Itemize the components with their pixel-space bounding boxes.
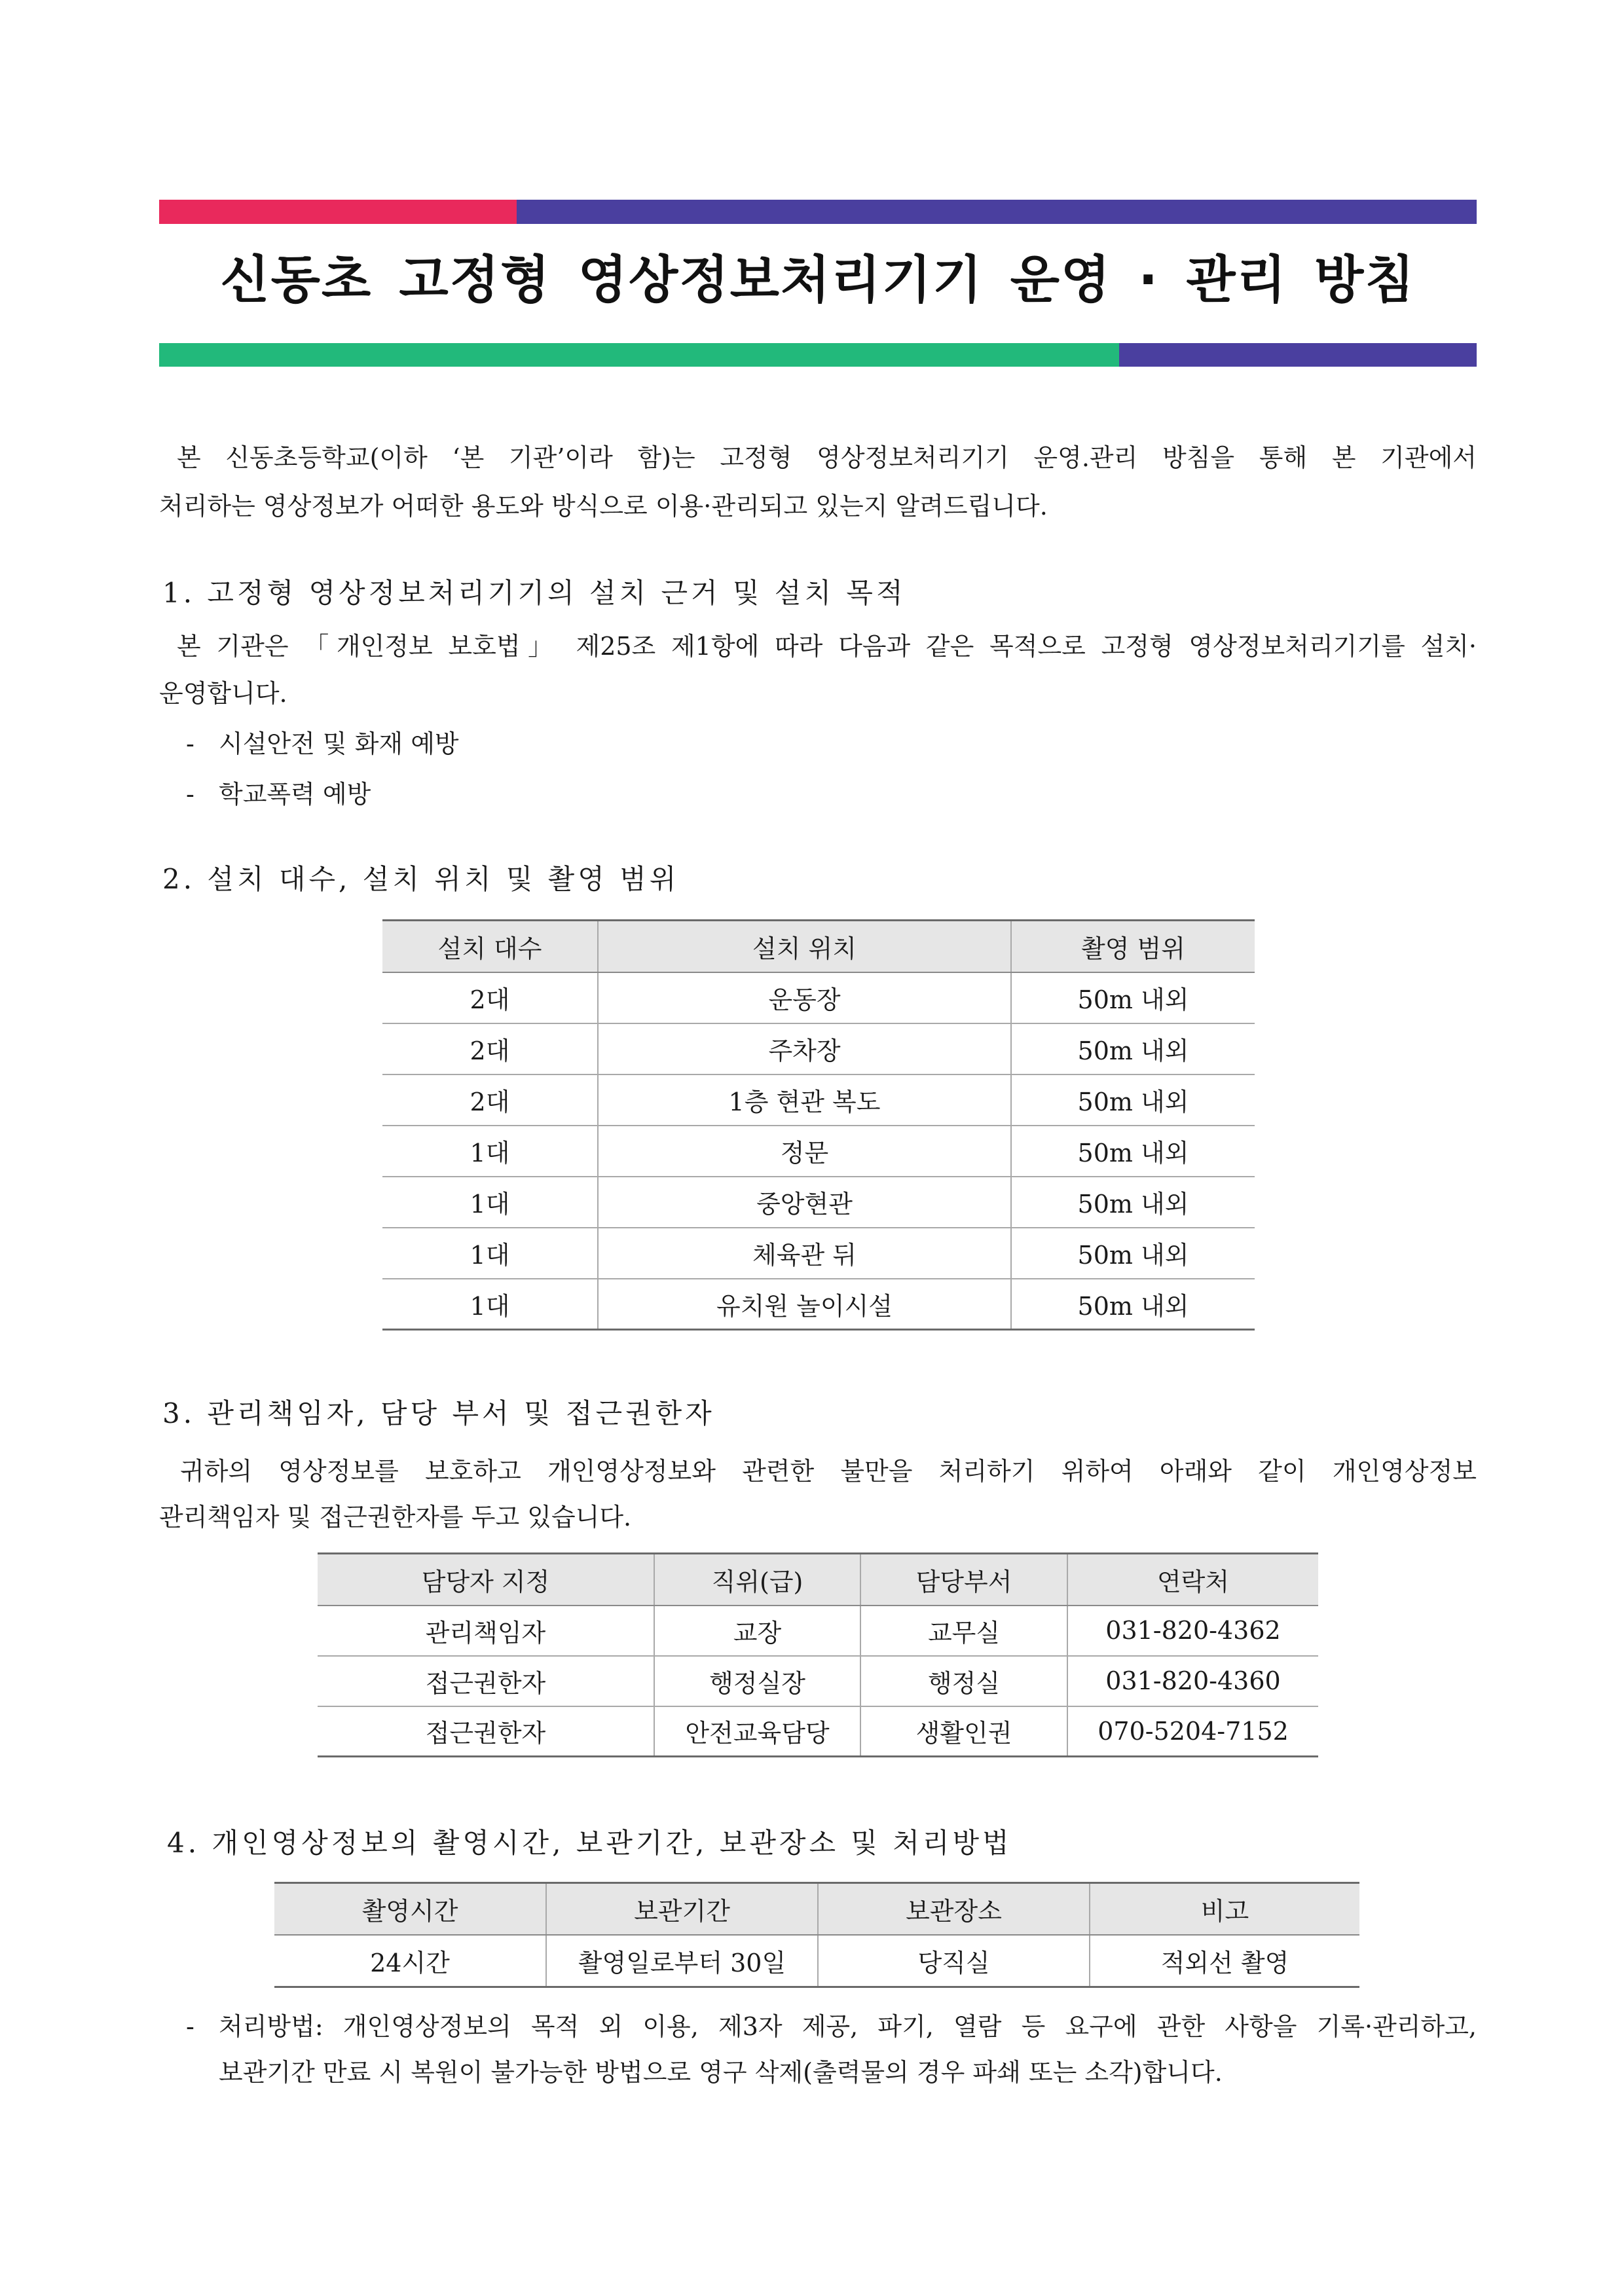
header-department: 담당부서 bbox=[860, 1554, 1067, 1606]
bullet-marker: - bbox=[186, 780, 194, 809]
table-row bbox=[274, 1935, 1359, 1987]
camera-count-cell: 1대 bbox=[382, 1279, 598, 1330]
table-row bbox=[382, 1023, 1255, 1074]
role-cell: 접근권한자 bbox=[318, 1656, 654, 1706]
location-cell: 1층 현관 복도 bbox=[598, 1074, 1011, 1126]
title-bottom-bar-green bbox=[159, 343, 1119, 367]
storage-location-cell: 당직실 bbox=[818, 1935, 1090, 1987]
department-cell: 행정실 bbox=[860, 1656, 1067, 1706]
camera-count-cell: 1대 bbox=[382, 1228, 598, 1279]
recording-time-cell: 24시간 bbox=[274, 1935, 546, 1987]
header-location: 설치 위치 bbox=[598, 921, 1011, 972]
location-cell: 중앙현관 bbox=[598, 1177, 1011, 1228]
camera-count-cell: 2대 bbox=[382, 972, 598, 1023]
page-title: 신동초 고정형 영상정보처리기기 운영 · 관리 방침 bbox=[220, 251, 1416, 310]
camera-count-cell: 1대 bbox=[382, 1177, 598, 1228]
header-storage-location: 보관장소 bbox=[818, 1883, 1090, 1935]
camera-count-cell: 2대 bbox=[382, 1074, 598, 1126]
position-cell: 행정실장 bbox=[654, 1656, 860, 1706]
table-row bbox=[382, 1126, 1255, 1177]
table-header-row bbox=[318, 1554, 1318, 1606]
camera-count-cell: 2대 bbox=[382, 1023, 598, 1074]
range-cell: 50m 내외 bbox=[1011, 1177, 1255, 1228]
section-heading: 2. 설치 대수, 설치 위치 및 촬영 범위 bbox=[162, 863, 680, 895]
table-row bbox=[318, 1656, 1318, 1706]
bullet-text: 학교폭력 예방 bbox=[219, 780, 371, 809]
table-row bbox=[382, 1228, 1255, 1279]
table-row bbox=[382, 1074, 1255, 1126]
installation-table bbox=[382, 919, 1255, 1331]
title-top-bar-red bbox=[159, 200, 517, 224]
intro-line: 본 신동초등학교(이하 ‘본 기관’이라 함)는 고정형 영상정보처리기기 운영.관리 방침을 통해 본 기관에서 bbox=[177, 443, 1477, 472]
location-cell: 운동장 bbox=[598, 972, 1011, 1023]
header-position: 직위(급) bbox=[654, 1554, 860, 1606]
header-recording-time: 촬영시간 bbox=[274, 1883, 546, 1935]
header-retention-period: 보관기간 bbox=[546, 1883, 818, 1935]
bullet-marker: - bbox=[186, 729, 194, 758]
header-remarks: 비고 bbox=[1090, 1883, 1359, 1935]
location-cell: 정문 bbox=[598, 1126, 1011, 1177]
note-line: 처리방법: 개인영상정보의 목적 외 이용, 제3자 제공, 파기, 열람 등 요구에 관한 사항을 기록·관리하고, bbox=[219, 2012, 1477, 2041]
intro-line: 처리하는 영상정보가 어떠한 용도와 방식으로 이용·관리되고 있는지 알려드립니다. bbox=[159, 492, 1048, 521]
table-row bbox=[382, 1279, 1255, 1330]
table-header-row bbox=[382, 921, 1255, 972]
section-paragraph-line: 관리책임자 및 접근권한자를 두고 있습니다. bbox=[159, 1503, 632, 1532]
contact-cell: 031-820-4360 bbox=[1067, 1656, 1318, 1706]
location-cell: 주차장 bbox=[598, 1023, 1011, 1074]
range-cell: 50m 내외 bbox=[1011, 1228, 1255, 1279]
section-paragraph-line: 운영합니다. bbox=[159, 679, 287, 708]
camera-count-cell: 1대 bbox=[382, 1126, 598, 1177]
retention-table bbox=[274, 1882, 1359, 1988]
title-bottom-bar-purple bbox=[1119, 343, 1477, 367]
header-camera-count: 설치 대수 bbox=[382, 921, 598, 972]
header-range: 촬영 범위 bbox=[1011, 921, 1255, 972]
section-heading: 4. 개인영상정보의 촬영시간, 보관기간, 보관장소 및 처리방법 bbox=[167, 1827, 1012, 1859]
department-cell: 교무실 bbox=[860, 1606, 1067, 1656]
range-cell: 50m 내외 bbox=[1011, 1126, 1255, 1177]
table-row bbox=[382, 1177, 1255, 1228]
range-cell: 50m 내외 bbox=[1011, 1023, 1255, 1074]
table-row bbox=[318, 1706, 1318, 1757]
position-cell: 안전교육담당 bbox=[654, 1706, 860, 1757]
title-top-bar-purple bbox=[517, 200, 1477, 224]
header-contact: 연락처 bbox=[1067, 1554, 1318, 1606]
note-line: 보관기간 만료 시 복원이 불가능한 방법으로 영구 삭제(출력물의 경우 파쇄 또는 소각)합니다. bbox=[219, 2058, 1223, 2087]
header-role: 담당자 지정 bbox=[318, 1554, 654, 1606]
manager-table bbox=[318, 1552, 1318, 1757]
range-cell: 50m 내외 bbox=[1011, 972, 1255, 1023]
table-row bbox=[382, 972, 1255, 1023]
section-paragraph-line: 귀하의 영상정보를 보호하고 개인영상정보와 관련한 불만을 처리하기 위하여 아래와 같이 개인영상정보 bbox=[180, 1457, 1477, 1486]
bullet-text: 시설안전 및 화재 예방 bbox=[219, 729, 459, 758]
range-cell: 50m 내외 bbox=[1011, 1074, 1255, 1126]
role-cell: 접근권한자 bbox=[318, 1706, 654, 1757]
remarks-cell: 적외선 촬영 bbox=[1090, 1935, 1359, 1987]
section-heading: 1. 고정형 영상정보처리기기의 설치 근거 및 설치 목적 bbox=[162, 577, 906, 609]
location-cell: 유치원 놀이시설 bbox=[598, 1279, 1011, 1330]
section-heading: 3. 관리책임자, 담당 부서 및 접근권한자 bbox=[162, 1397, 715, 1429]
note-marker: - bbox=[186, 2012, 194, 2041]
location-cell: 체육관 뒤 bbox=[598, 1228, 1011, 1279]
position-cell: 교장 bbox=[654, 1606, 860, 1656]
contact-cell: 070-5204-7152 bbox=[1067, 1706, 1318, 1757]
role-cell: 관리책임자 bbox=[318, 1606, 654, 1656]
department-cell: 생활인권 bbox=[860, 1706, 1067, 1757]
table-header-row bbox=[274, 1883, 1359, 1935]
retention-period-cell: 촬영일로부터 30일 bbox=[546, 1935, 818, 1987]
range-cell: 50m 내외 bbox=[1011, 1279, 1255, 1330]
table-row bbox=[318, 1606, 1318, 1656]
section-paragraph-line: 본 기관은 「개인정보 보호법」 제25조 제1항에 따라 다음과 같은 목적으로 고정형 영상정보처리기기를 설치· bbox=[177, 632, 1477, 661]
contact-cell: 031-820-4362 bbox=[1067, 1606, 1318, 1656]
